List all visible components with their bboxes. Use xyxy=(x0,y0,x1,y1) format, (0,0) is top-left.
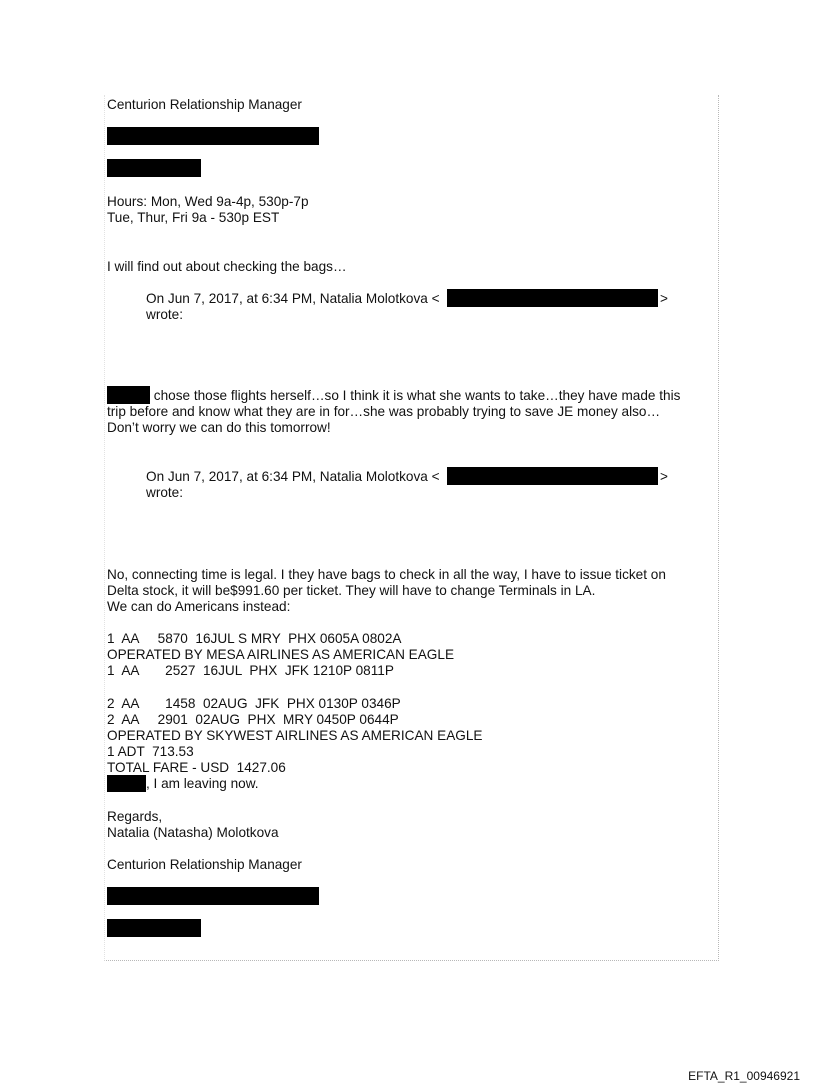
itinerary-line: 2 AA 2901 02AUG PHX MRY 0450P 0644P xyxy=(107,712,399,727)
hours-line-1: Hours: Mon, Wed 9a-4p, 530p-7p xyxy=(107,194,309,209)
fare-line: 1 ADT 713.53 xyxy=(107,744,194,759)
signature-title: Centurion Relationship Manager xyxy=(107,97,302,112)
reply-1-text: I will find out about checking the bags… xyxy=(107,259,347,274)
quote-wrote-2: wrote: xyxy=(146,485,184,500)
itinerary-line: 1 AA 5870 16JUL S MRY PHX 0605A 0802A xyxy=(107,631,402,646)
quote-header-suffix: > xyxy=(660,469,668,484)
redaction-bar xyxy=(107,127,319,145)
quote-wrote-1: wrote: xyxy=(146,307,184,322)
quote-header-2 xyxy=(146,469,440,485)
reply-2-line-1: chose those flights herself…so I think it is what she wants to take…they have made this xyxy=(150,388,681,403)
hours-line-2: Tue, Thur, Fri 9a - 530p EST xyxy=(107,210,280,225)
redaction-bar xyxy=(107,887,319,905)
itinerary-line: 2 AA 1458 02AUG JFK PHX 0130P 0346P xyxy=(107,696,401,711)
document-id: EFTA_R1_00946921 xyxy=(688,1069,800,1083)
redaction-bar xyxy=(107,919,201,937)
quote-header-suffix: > xyxy=(660,291,668,306)
message-line-1: No, connecting time is legal. I they have bags to check in all the way, I have to issue ticket on xyxy=(107,567,666,582)
itinerary-line: OPERATED BY MESA AIRLINES AS AMERICAN EAGLE xyxy=(107,647,455,662)
reply-2-line-3: Don’t worry we can do this tomorrow! xyxy=(107,420,331,435)
itinerary-line: 1 AA 2527 16JUL PHX JFK 1210P 0811P xyxy=(107,663,394,678)
itinerary-line: OPERATED BY SKYWEST AIRLINES AS AMERICAN EAGLE xyxy=(107,728,483,743)
quote-header-1 xyxy=(146,291,440,307)
leaving-text: , I am leaving now. xyxy=(146,776,259,791)
redaction-bar xyxy=(447,467,658,485)
redaction-bar xyxy=(107,775,146,792)
total-fare-line: TOTAL FARE - USD 1427.06 xyxy=(107,760,286,775)
reply-2-line-2: trip before and know what they are in for…she was probably trying to save JE money also… xyxy=(107,404,661,419)
message-line-2: Delta stock, it will be$991.60 per ticket. They will have to change Terminals in LA. xyxy=(107,583,596,598)
quote-header-prefix: On Jun 7, 2017, at 6:34 PM, Natalia Molotkova < xyxy=(146,469,440,484)
sender-name: Natalia (Natasha) Molotkova xyxy=(107,825,279,840)
redaction-bar xyxy=(107,386,150,404)
redaction-bar xyxy=(107,159,201,177)
message-line-3: We can do Americans instead: xyxy=(107,599,291,614)
redaction-bar xyxy=(447,289,658,307)
quote-header-prefix: On Jun 7, 2017, at 6:34 PM, Natalia Molotkova < xyxy=(146,291,440,306)
regards: Regards, xyxy=(107,809,163,824)
signature-title: Centurion Relationship Manager xyxy=(107,857,302,872)
